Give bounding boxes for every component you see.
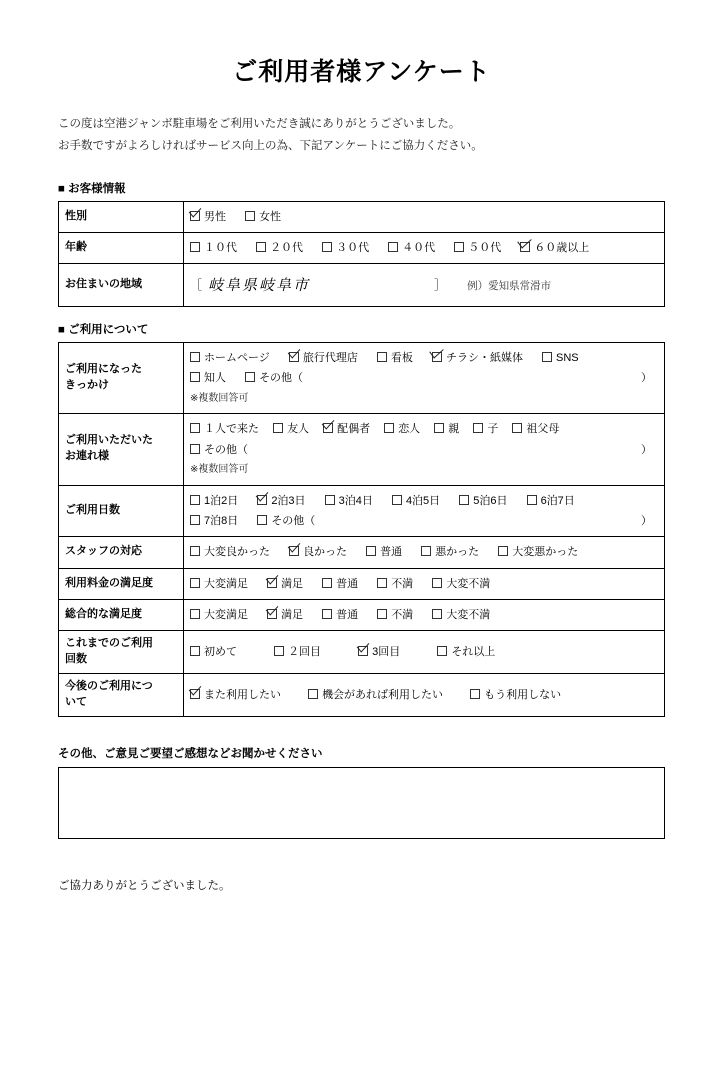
option-label: ２０代 bbox=[270, 242, 304, 255]
checkbox-icon[interactable] bbox=[273, 423, 283, 433]
option-nights-3[interactable] bbox=[325, 491, 373, 511]
checkbox-icon[interactable] bbox=[267, 578, 277, 588]
checkbox-icon[interactable] bbox=[289, 352, 299, 362]
option-visit-first[interactable] bbox=[190, 642, 237, 662]
option-nights-4[interactable] bbox=[392, 491, 440, 511]
row-options-age bbox=[184, 233, 665, 264]
checkbox-icon[interactable] bbox=[459, 495, 469, 505]
option-label: その他（ bbox=[271, 514, 316, 527]
row-label-companion bbox=[59, 414, 184, 485]
option-label: 看板 bbox=[390, 352, 413, 365]
option-label: 大変良かった bbox=[204, 546, 270, 559]
section-heading-customer-info: ■ お客様情報 bbox=[58, 182, 126, 195]
row-label-line-1: ご利用いただいた bbox=[65, 434, 153, 447]
option-trigger-other[interactable] bbox=[245, 368, 303, 388]
row-label-line-1: これまでのご利用 bbox=[65, 637, 153, 650]
checkbox-icon[interactable] bbox=[257, 495, 267, 505]
checkbox-icon[interactable] bbox=[190, 689, 200, 699]
row-label-line-2: 回数 bbox=[65, 653, 87, 666]
option-label: 普通 bbox=[380, 546, 403, 559]
option-label: 大変満足 bbox=[204, 577, 248, 590]
option-label: 満足 bbox=[281, 577, 304, 590]
row-label-line-2: いて bbox=[65, 696, 87, 709]
option-label: ６０歳以上 bbox=[534, 242, 590, 255]
option-label: 4泊5日 bbox=[405, 494, 441, 507]
checkbox-icon[interactable] bbox=[323, 423, 333, 433]
table-row-overall bbox=[59, 599, 665, 630]
checkbox-icon[interactable] bbox=[377, 578, 387, 588]
checkbox-icon[interactable] bbox=[190, 352, 200, 362]
row-label-line-1: 今後のご利用につ bbox=[65, 680, 153, 693]
checkbox-icon[interactable] bbox=[432, 609, 442, 619]
option-companion-friend[interactable] bbox=[273, 419, 309, 439]
option-label: 友人 bbox=[287, 423, 310, 436]
checkbox-icon[interactable] bbox=[322, 242, 332, 252]
option-label: 配偶者 bbox=[337, 423, 371, 436]
option-label: １人で来た bbox=[204, 423, 259, 436]
option-price-normal[interactable] bbox=[322, 574, 358, 594]
option-companion-alone[interactable] bbox=[190, 419, 259, 439]
option-label: 旅行代理店 bbox=[302, 352, 358, 365]
checkbox-icon[interactable] bbox=[512, 423, 522, 433]
table-row-price bbox=[59, 568, 665, 599]
option-label: チラシ・紙媒体 bbox=[445, 352, 523, 365]
checkbox-icon[interactable] bbox=[190, 372, 200, 382]
address-example: 例）愛知県常滑市 bbox=[467, 280, 552, 293]
row-label-line-2: お連れ様 bbox=[65, 450, 109, 463]
option-companion-parent[interactable] bbox=[434, 419, 459, 439]
free-comment-heading: その他、ご意見ご要望ご感想などお聞かせください bbox=[58, 747, 323, 760]
option-nights-6[interactable] bbox=[527, 491, 575, 511]
option-companion-child[interactable] bbox=[473, 419, 498, 439]
checkbox-icon[interactable] bbox=[190, 242, 200, 252]
option-future-if-opportunity[interactable] bbox=[308, 685, 443, 705]
closing-text: ご協力ありがとうございました。 bbox=[58, 879, 231, 892]
option-label: 6泊7日 bbox=[540, 494, 575, 507]
checkbox-icon[interactable] bbox=[421, 546, 431, 556]
table-row-staff bbox=[59, 537, 665, 568]
option-label: 機会があれば利用したい bbox=[322, 688, 444, 701]
option-price-satisfied[interactable] bbox=[267, 574, 303, 594]
option-label: その他（ bbox=[204, 443, 248, 456]
option-label: ５０代 bbox=[468, 242, 502, 255]
option-gender-female[interactable] bbox=[245, 207, 281, 227]
intro-text bbox=[58, 114, 723, 158]
checkbox-icon[interactable] bbox=[190, 646, 200, 656]
checkbox-icon[interactable] bbox=[245, 372, 255, 382]
option-label: 親 bbox=[448, 423, 460, 436]
row-options-visit-count bbox=[184, 631, 665, 674]
table-row-age bbox=[59, 233, 665, 264]
checkbox-icon[interactable] bbox=[542, 352, 552, 362]
option-nights-2[interactable] bbox=[257, 491, 305, 511]
option-staff-bad[interactable] bbox=[421, 542, 479, 562]
checkbox-icon[interactable] bbox=[392, 495, 402, 505]
option-label: SNS bbox=[556, 352, 579, 365]
option-label: もう利用しない bbox=[484, 688, 562, 701]
option-staff-normal[interactable] bbox=[366, 542, 402, 562]
option-nights-5[interactable] bbox=[459, 491, 507, 511]
option-companion-lover[interactable] bbox=[384, 419, 420, 439]
checkbox-icon[interactable] bbox=[256, 242, 266, 252]
row-label-visit-count bbox=[59, 631, 184, 674]
row-options-nights bbox=[184, 485, 665, 537]
option-nights-other[interactable] bbox=[257, 511, 315, 531]
option-staff-very-bad[interactable] bbox=[498, 542, 578, 562]
option-companion-grandparent[interactable] bbox=[512, 419, 559, 439]
trigger-note: ※複数回答可 bbox=[190, 392, 249, 404]
section-heading-usage: ■ ご利用について bbox=[58, 324, 149, 337]
checkbox-icon[interactable] bbox=[190, 609, 200, 619]
checkbox-icon[interactable] bbox=[377, 609, 387, 619]
checkbox-icon[interactable] bbox=[473, 423, 483, 433]
table-row-address bbox=[59, 264, 665, 307]
option-companion-other[interactable] bbox=[190, 440, 248, 460]
option-future-will-not-use[interactable] bbox=[470, 685, 561, 705]
row-label-staff: スタッフの対応 bbox=[59, 537, 184, 568]
option-trigger-sns[interactable] bbox=[542, 348, 579, 368]
checkbox-icon[interactable] bbox=[190, 546, 200, 556]
option-label: ホームページ bbox=[204, 352, 270, 365]
row-options-future-use bbox=[184, 674, 665, 717]
option-overall-dissatisfied[interactable] bbox=[377, 605, 413, 625]
page-title: ご利用者様アンケート bbox=[232, 57, 491, 86]
table-row-future-use bbox=[59, 674, 665, 717]
option-label: 男性 bbox=[204, 210, 226, 223]
checkbox-icon[interactable] bbox=[454, 242, 464, 252]
checkbox-icon[interactable] bbox=[322, 609, 332, 619]
option-age-10s[interactable] bbox=[190, 238, 237, 258]
checkbox-icon[interactable] bbox=[432, 352, 442, 362]
option-overall-satisfied[interactable] bbox=[267, 605, 303, 625]
row-label-age: 年齢 bbox=[59, 233, 184, 264]
checkbox-icon[interactable] bbox=[308, 689, 318, 699]
nights-other-paren-close: ） bbox=[641, 514, 652, 527]
checkbox-icon[interactable] bbox=[257, 515, 267, 525]
option-label: 満足 bbox=[281, 608, 304, 621]
free-comment-box[interactable] bbox=[58, 767, 665, 839]
option-nights-1[interactable] bbox=[190, 491, 238, 511]
companion-options-line-1 bbox=[190, 419, 658, 439]
option-price-very-satisfied[interactable] bbox=[190, 574, 248, 594]
bracket-open: ［ bbox=[190, 278, 203, 293]
option-staff-good[interactable] bbox=[289, 542, 347, 562]
survey-page bbox=[0, 52, 723, 1076]
checkbox-icon[interactable] bbox=[432, 578, 442, 588]
checkbox-icon[interactable] bbox=[190, 444, 200, 454]
row-options-address bbox=[184, 264, 665, 307]
nights-options-line-2 bbox=[190, 511, 658, 531]
option-staff-very-good[interactable] bbox=[190, 542, 270, 562]
nights-options-line-1 bbox=[190, 491, 658, 511]
row-label-line-1: ご利用になった bbox=[65, 363, 142, 376]
address-input[interactable]: 岐阜県岐阜市 bbox=[208, 276, 311, 295]
usage-table bbox=[58, 342, 665, 717]
option-label: 恋人 bbox=[398, 423, 421, 436]
option-label: 大変悪かった bbox=[512, 546, 579, 559]
checkbox-icon[interactable] bbox=[498, 546, 508, 556]
checkbox-icon[interactable] bbox=[190, 578, 200, 588]
checkbox-icon[interactable] bbox=[190, 423, 200, 433]
option-label: 大変不満 bbox=[446, 608, 491, 621]
option-trigger-acquaintance[interactable] bbox=[190, 368, 226, 388]
option-label: 大変満足 bbox=[204, 608, 248, 621]
row-label-overall: 総合的な満足度 bbox=[59, 599, 184, 630]
checkbox-icon[interactable] bbox=[245, 211, 255, 221]
option-label: その他（ bbox=[259, 372, 304, 385]
intro-line-1: この度は空港ジャンボ駐車場をご利用いただき誠にありがとうございました。 bbox=[58, 118, 461, 130]
row-options-trigger bbox=[184, 343, 665, 414]
checkbox-icon[interactable] bbox=[527, 495, 537, 505]
option-label: 知人 bbox=[204, 372, 226, 385]
checkbox-icon[interactable] bbox=[470, 689, 480, 699]
option-label: 3回目 bbox=[372, 645, 401, 658]
checkbox-icon[interactable] bbox=[289, 546, 299, 556]
checkbox-icon[interactable] bbox=[366, 546, 376, 556]
option-label: 子 bbox=[487, 423, 499, 436]
option-label: 大変不満 bbox=[446, 577, 491, 590]
checkbox-icon[interactable] bbox=[322, 578, 332, 588]
bracket-close: ］ bbox=[434, 278, 447, 293]
row-options-overall bbox=[184, 599, 665, 630]
option-age-20s[interactable] bbox=[256, 238, 303, 258]
option-label: また利用したい bbox=[204, 688, 281, 701]
checkbox-icon[interactable] bbox=[358, 646, 368, 656]
option-overall-normal[interactable] bbox=[322, 605, 358, 625]
option-label: 初めて bbox=[204, 645, 237, 658]
companion-other-paren-close: ） bbox=[641, 443, 652, 456]
option-overall-very-satisfied[interactable] bbox=[190, 605, 248, 625]
option-label: 不満 bbox=[391, 608, 414, 621]
checkbox-icon[interactable] bbox=[274, 646, 284, 656]
table-row-visit-count bbox=[59, 631, 665, 674]
checkbox-icon[interactable] bbox=[190, 495, 200, 505]
row-options-gender bbox=[184, 201, 665, 232]
checkbox-icon[interactable] bbox=[388, 242, 398, 252]
option-label: それ以上 bbox=[451, 645, 496, 658]
option-label: 悪かった bbox=[435, 546, 480, 559]
option-future-will-use-again[interactable] bbox=[190, 685, 281, 705]
checkbox-icon[interactable] bbox=[267, 609, 277, 619]
option-visit-second[interactable] bbox=[274, 642, 321, 662]
companion-options-line-2 bbox=[190, 440, 658, 460]
row-label-gender: 性別 bbox=[59, 201, 184, 232]
trigger-other-paren-close: ） bbox=[641, 372, 652, 385]
companion-note: ※複数回答可 bbox=[190, 464, 249, 475]
option-age-50s[interactable] bbox=[454, 238, 501, 258]
row-label-address: お住まいの地域 bbox=[59, 264, 184, 307]
option-label: 祖父母 bbox=[526, 423, 560, 436]
checkbox-icon[interactable] bbox=[325, 495, 335, 505]
option-age-30s[interactable] bbox=[322, 238, 369, 258]
table-row-nights bbox=[59, 485, 665, 537]
intro-line-2: お手数ですがよろしければサービス向上の為、下記アンケートにご協力ください。 bbox=[58, 139, 483, 152]
trigger-options-line-2 bbox=[190, 368, 658, 388]
row-label-nights: ご利用日数 bbox=[59, 485, 184, 537]
option-price-dissatisfied[interactable] bbox=[377, 574, 413, 594]
option-visit-more[interactable] bbox=[437, 642, 495, 662]
option-label: 3泊4日 bbox=[338, 494, 373, 507]
option-label: 2泊3日 bbox=[271, 494, 306, 507]
option-label: 不満 bbox=[391, 577, 414, 590]
option-nights-7[interactable] bbox=[190, 511, 238, 531]
option-visit-third[interactable] bbox=[358, 642, 400, 662]
option-overall-very-dissatisfied[interactable] bbox=[432, 605, 490, 625]
row-options-price bbox=[184, 568, 665, 599]
row-label-line-2: きっかけ bbox=[65, 379, 109, 392]
row-options-staff bbox=[184, 537, 665, 568]
option-trigger-travel-agency[interactable] bbox=[289, 348, 358, 368]
checkbox-icon[interactable] bbox=[377, 352, 387, 362]
option-price-very-dissatisfied[interactable] bbox=[432, 574, 490, 594]
option-trigger-flyer[interactable] bbox=[432, 348, 523, 368]
checkbox-icon[interactable] bbox=[520, 242, 530, 252]
option-label: 良かった bbox=[303, 546, 348, 559]
checkbox-icon[interactable] bbox=[434, 423, 444, 433]
row-label-price: 利用料金の満足度 bbox=[59, 568, 184, 599]
checkbox-icon[interactable] bbox=[437, 646, 447, 656]
row-options-companion bbox=[184, 414, 665, 485]
customer-info-table bbox=[58, 201, 665, 307]
option-age-40s[interactable] bbox=[388, 238, 435, 258]
trigger-options-line-1 bbox=[190, 348, 658, 368]
option-label: 普通 bbox=[336, 608, 359, 621]
option-label: ２回目 bbox=[288, 645, 322, 658]
table-row-trigger bbox=[59, 343, 665, 414]
table-row-companion bbox=[59, 414, 665, 485]
checkbox-icon[interactable] bbox=[190, 211, 200, 221]
option-label: 1泊2日 bbox=[204, 494, 239, 507]
option-label: 普通 bbox=[336, 577, 359, 590]
option-label: 5泊6日 bbox=[473, 494, 508, 507]
option-gender-male[interactable] bbox=[190, 207, 226, 227]
option-trigger-homepage[interactable] bbox=[190, 348, 270, 368]
checkbox-icon[interactable] bbox=[190, 515, 200, 525]
option-label: 7泊8日 bbox=[204, 514, 239, 527]
option-label: ３０代 bbox=[336, 242, 370, 255]
option-companion-spouse[interactable] bbox=[323, 419, 370, 439]
row-label-trigger bbox=[59, 343, 184, 414]
option-label: １０代 bbox=[204, 242, 237, 255]
row-label-future-use bbox=[59, 674, 184, 717]
option-trigger-signboard[interactable] bbox=[377, 348, 413, 368]
option-age-60plus[interactable] bbox=[520, 238, 589, 258]
option-label: 女性 bbox=[259, 210, 282, 223]
checkbox-icon[interactable] bbox=[384, 423, 394, 433]
table-row-gender bbox=[59, 201, 665, 232]
option-label: ４０代 bbox=[402, 242, 436, 255]
